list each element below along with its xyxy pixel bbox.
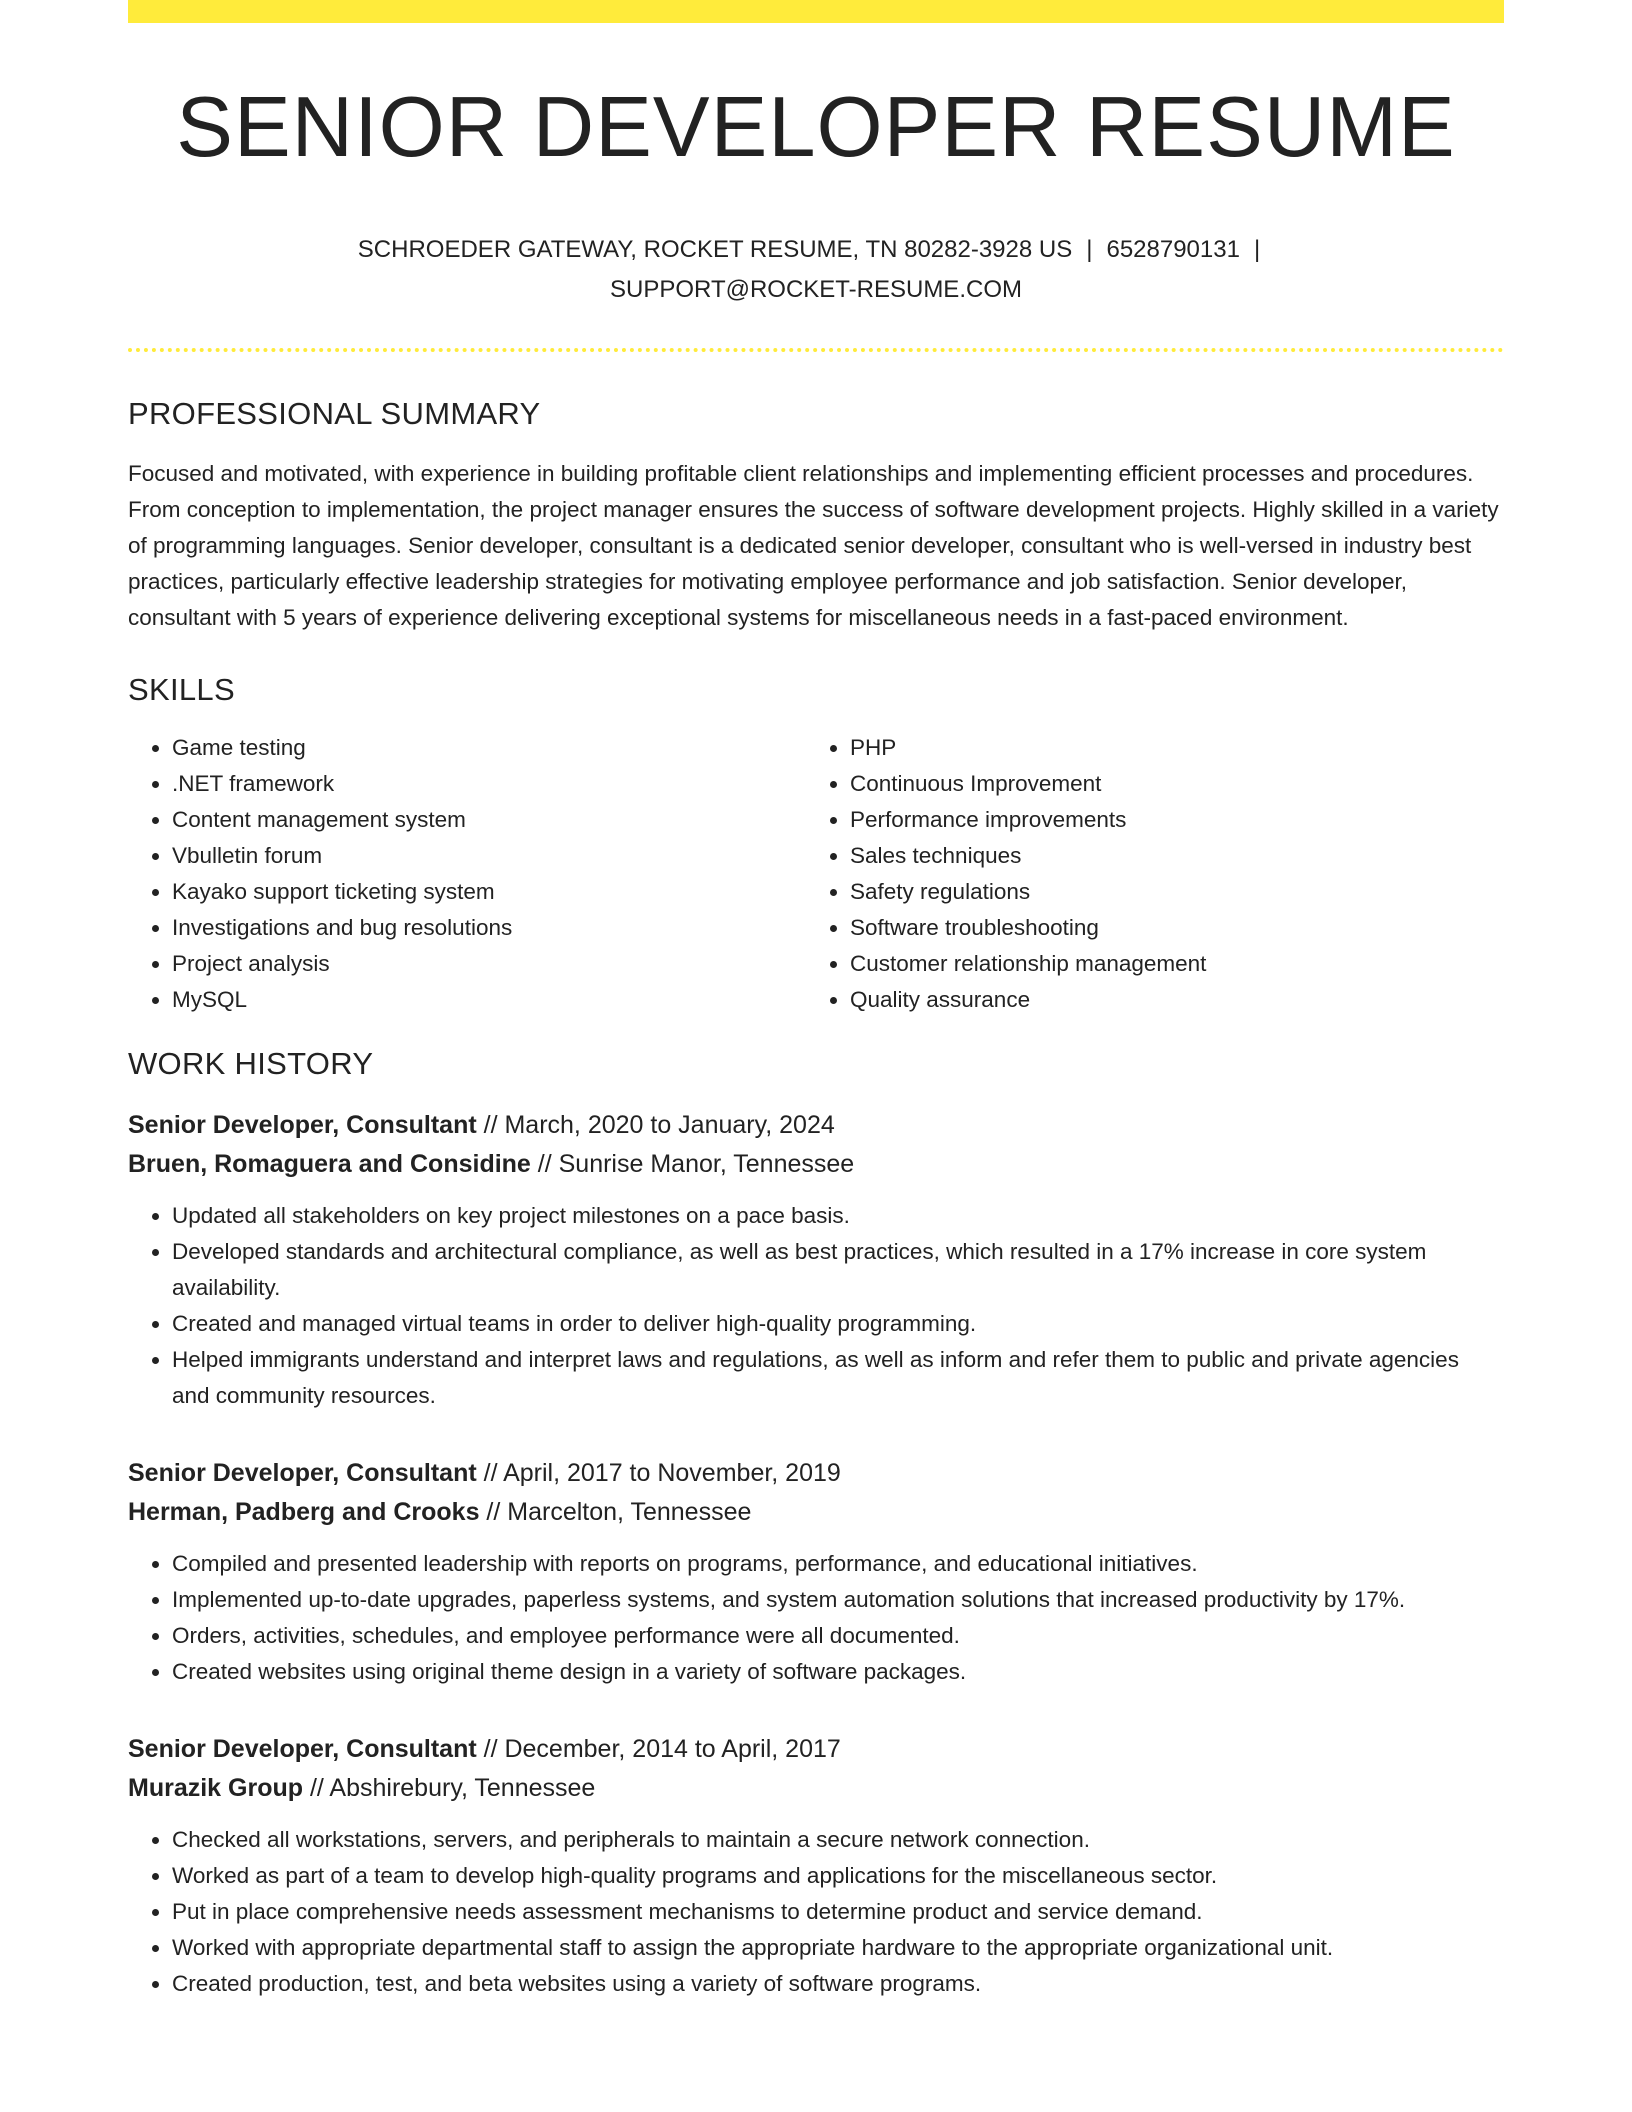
job-bullets (128, 1822, 1504, 2002)
job-title-line (128, 1454, 1504, 1493)
summary-heading: PROFESSIONAL SUMMARY (128, 396, 541, 431)
skill-item: • Game testing (172, 730, 806, 766)
contact-phone: 6528790131 (1106, 236, 1240, 263)
job-title: Senior Developer, Consultant (128, 1459, 477, 1487)
skills-list-left (128, 730, 806, 1018)
job-bullet: • Updated all stakeholders on key project milestones on a pace basis. (172, 1198, 1504, 1234)
summary-text: Focused and motivated, with experience in building profitable client relationships and implementing efficient processes and procedures. From conception to implementation, the project manager ensures the success of software development projects. Highly skilled in a variety of programming languages. Senior developer, consultant is a dedicated senior developer, consultant who is well-versed in industry best practices, particularly effective leadership strategies for motivating employee performance and job satisfaction. Senior developer, consultant with 5 years of experience delivering exceptional systems for miscellaneous needs in a fast-paced environment. (128, 461, 1499, 630)
job-dates: // December, 2014 to April, 2017 (476, 1735, 841, 1763)
job-company: Bruen, Romaguera and Considine (128, 1150, 531, 1178)
job-company-line (128, 1769, 1504, 1808)
resume-title: SENIOR DEVELOPER RESUME (176, 80, 1456, 175)
job-bullet: • Created and managed virtual teams in order to deliver high-quality programming. (172, 1306, 1504, 1342)
contact-separator: | (1086, 236, 1093, 263)
job-dates: // April, 2017 to November, 2019 (476, 1459, 841, 1487)
job-entry (128, 1106, 1504, 1414)
skill-item: • Vbulletin forum (172, 838, 806, 874)
skill-item: • Customer relationship management (850, 946, 1500, 982)
job-entry (128, 1730, 1504, 2002)
job-title-line (128, 1730, 1504, 1769)
job-bullet: • Worked as part of a team to develop high-quality programs and applications for the miscellaneous sector. (172, 1858, 1504, 1894)
skill-item: • Kayako support ticketing system (172, 874, 806, 910)
skill-item: • .NET framework (172, 766, 806, 802)
contact-address: SCHROEDER GATEWAY, ROCKET RESUME, TN 80282-3928 US (357, 236, 1073, 263)
skills-columns (128, 730, 1504, 1018)
contact-info (128, 230, 1504, 310)
job-title-line (128, 1106, 1504, 1145)
top-accent-bar (128, 0, 1504, 23)
skill-item: • Content management system (172, 802, 806, 838)
job-company: Herman, Padberg and Crooks (128, 1498, 480, 1526)
job-bullet: • Worked with appropriate departmental staff to assign the appropriate hardware to the appropriate organizational unit. (172, 1930, 1504, 1966)
job-entry (128, 1454, 1504, 1690)
skill-item: • MySQL (172, 982, 806, 1018)
skill-item: • Software troubleshooting (850, 910, 1500, 946)
job-bullet: • Checked all workstations, servers, and peripherals to maintain a secure network connection. (172, 1822, 1504, 1858)
job-bullet: • Put in place comprehensive needs assessment mechanisms to determine product and service demand. (172, 1894, 1504, 1930)
resume-page (128, 0, 1504, 2002)
skill-item: • Investigations and bug resolutions (172, 910, 806, 946)
contact-email: SUPPORT@ROCKET-RESUME.COM (610, 276, 1022, 303)
job-company-line (128, 1145, 1504, 1184)
job-location: // Marcelton, Tennessee (479, 1498, 752, 1526)
skill-item: • Sales techniques (850, 838, 1500, 874)
skill-item: • Project analysis (172, 946, 806, 982)
skill-item: • Performance improvements (850, 802, 1500, 838)
job-title: Senior Developer, Consultant (128, 1735, 477, 1763)
skill-item: • Continuous Improvement (850, 766, 1500, 802)
job-bullet: • Implemented up-to-date upgrades, paperless systems, and system automation solutions that increased productivity by 17%. (172, 1582, 1504, 1618)
job-bullet: • Compiled and presented leadership with reports on programs, performance, and educational initiatives. (172, 1546, 1504, 1582)
skill-item: • PHP (850, 730, 1500, 766)
contact-separator: | (1253, 236, 1261, 263)
work-history-heading: WORK HISTORY (128, 1046, 374, 1081)
job-bullet: • Created production, test, and beta websites using a variety of software programs. (172, 1966, 1504, 2002)
dotted-divider (128, 348, 1504, 352)
job-bullet: • Created websites using original theme design in a variety of software packages. (172, 1654, 1504, 1690)
job-bullets (128, 1546, 1504, 1690)
skills-heading: SKILLS (128, 672, 235, 707)
job-title: Senior Developer, Consultant (128, 1111, 477, 1139)
job-company-line (128, 1493, 1504, 1532)
job-location: // Sunrise Manor, Tennessee (530, 1150, 855, 1178)
job-bullets (128, 1198, 1504, 1414)
skills-list-right (806, 730, 1500, 1018)
job-dates: // March, 2020 to January, 2024 (476, 1111, 835, 1139)
job-company: Murazik Group (128, 1774, 304, 1802)
job-bullet: • Orders, activities, schedules, and employee performance were all documented. (172, 1618, 1504, 1654)
skill-item: • Safety regulations (850, 874, 1500, 910)
skill-item: • Quality assurance (850, 982, 1500, 1018)
job-bullet: • Developed standards and architectural compliance, as well as best practices, which resulted in a 17% increase in core system availability. (172, 1234, 1504, 1306)
job-bullet: • Helped immigrants understand and interpret laws and regulations, as well as inform and refer them to public and private agencies and community resources. (172, 1342, 1504, 1414)
job-location: // Abshirebury, Tennessee (303, 1774, 596, 1802)
